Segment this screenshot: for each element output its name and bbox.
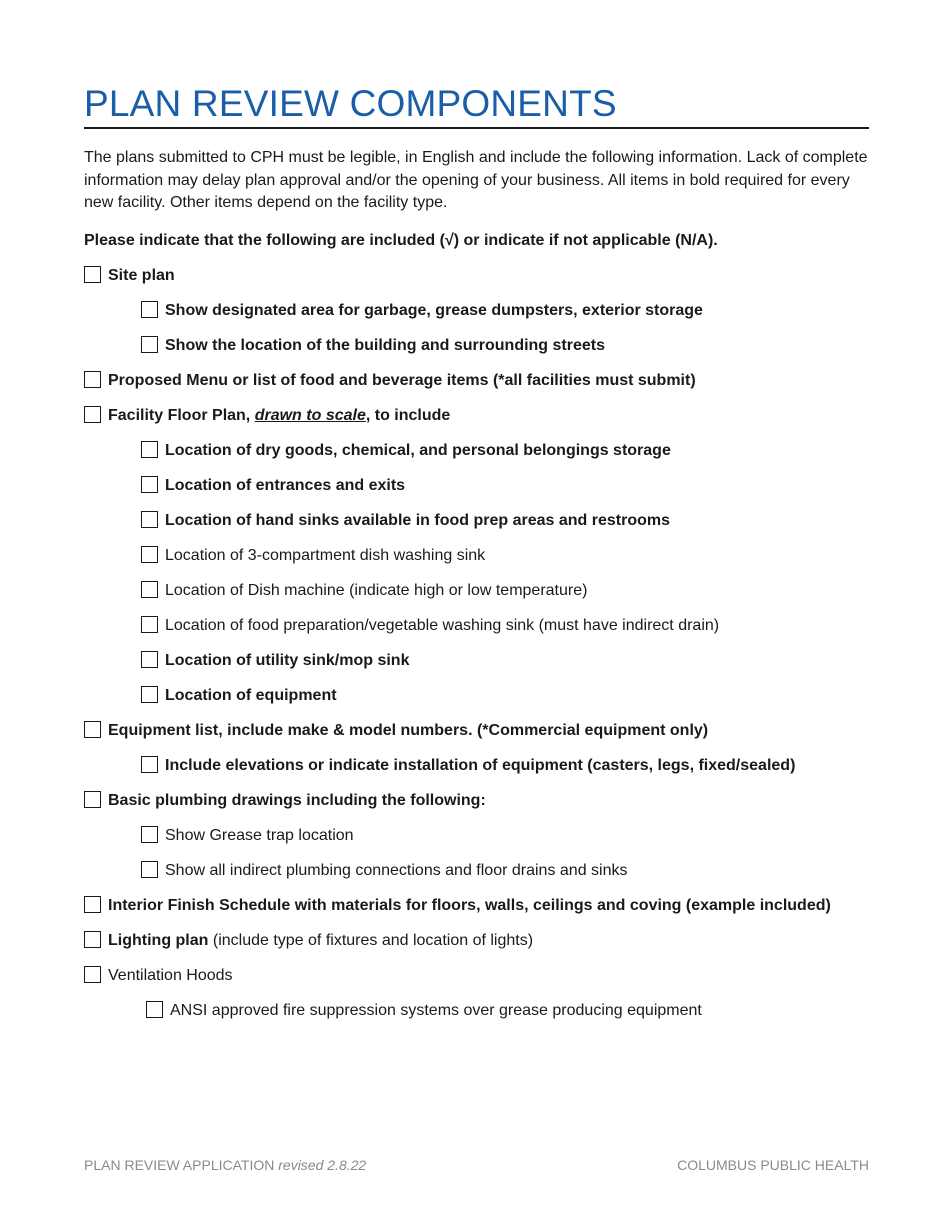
item-label: Include elevations or indicate installation of equipment (casters, legs, fixed/sealed): [165, 757, 796, 774]
item-label: Interior Finish Schedule with materials for floors, walls, ceilings and coving (example included): [108, 897, 831, 914]
checkbox-dish-machine[interactable]: [141, 581, 158, 598]
floor-plan-suffix: , to include: [365, 407, 451, 424]
item-label: Equipment list, include make & model numbers. (*Commercial equipment only): [108, 722, 709, 739]
footer-app-name: PLAN REVIEW APPLICATION: [84, 1157, 279, 1173]
checklist-item-food-prep-sink: [84, 615, 869, 637]
checklist-item-interior-finish: [84, 895, 869, 917]
checkbox-interior-finish[interactable]: [84, 896, 101, 913]
checklist-item-ansi: [84, 1000, 869, 1022]
checklist-item-lighting: [84, 930, 869, 952]
item-label: Location of food preparation/vegetable washing sink (must have indirect drain): [165, 617, 720, 634]
item-label: Basic plumbing drawings including the following:: [108, 792, 486, 809]
checkbox-utility-sink[interactable]: [141, 651, 158, 668]
checkbox-ventilation[interactable]: [84, 966, 101, 983]
checklist-item-dish-machine: [84, 580, 869, 602]
checklist-item-plumbing: [84, 790, 869, 812]
item-label: Location of equipment: [165, 687, 337, 704]
checklist-item-ventilation: [84, 965, 869, 987]
checklist-item-site-plan: [84, 265, 869, 287]
checklist-item-proposed-menu: [84, 370, 869, 392]
item-label: Show designated area for garbage, grease dumpsters, exterior storage: [165, 302, 703, 319]
checklist: [84, 265, 869, 1022]
document-page: [84, 0, 869, 1230]
checkbox-grease-trap[interactable]: [141, 826, 158, 843]
item-label-detail: (include type of fixtures and location of lights): [208, 932, 534, 949]
checklist-item-dry-goods: [84, 440, 869, 462]
checkbox-ansi[interactable]: [146, 1001, 163, 1018]
checklist-item-indirect-plumbing: [84, 860, 869, 882]
checklist-item-elevations: [84, 755, 869, 777]
item-label: Proposed Menu or list of food and beverage items (*all facilities must submit): [108, 372, 696, 389]
checklist-item-hand-sinks: [84, 510, 869, 532]
checkbox-elevations[interactable]: [141, 756, 158, 773]
checkbox-entrances[interactable]: [141, 476, 158, 493]
floor-plan-prefix: Facility Floor Plan,: [108, 407, 255, 424]
checkbox-floor-plan[interactable]: [84, 406, 101, 423]
item-label: ANSI approved fire suppression systems over grease producing equipment: [170, 1002, 702, 1019]
checkbox-equipment-list[interactable]: [84, 721, 101, 738]
checkbox-building-location[interactable]: [141, 336, 158, 353]
checkbox-dry-goods[interactable]: [141, 441, 158, 458]
checkbox-food-prep-sink[interactable]: [141, 616, 158, 633]
checkbox-hand-sinks[interactable]: [141, 511, 158, 528]
checkbox-equipment-location[interactable]: [141, 686, 158, 703]
checkbox-proposed-menu[interactable]: [84, 371, 101, 388]
checkbox-lighting[interactable]: [84, 931, 101, 948]
checklist-item-entrances: [84, 475, 869, 497]
item-label: Site plan: [108, 267, 175, 284]
item-label: Ventilation Hoods: [108, 967, 233, 984]
checklist-item-building-location: [84, 335, 869, 357]
drawn-to-scale-emphasis: drawn to scale: [254, 407, 366, 424]
item-label: Show the location of the building and surrounding streets: [165, 337, 605, 354]
checklist-item-three-comp-sink: [84, 545, 869, 567]
checklist-item-grease-trap: [84, 825, 869, 847]
item-label: Show all indirect plumbing connections and floor drains and sinks: [165, 862, 628, 879]
checklist-item-equipment-location: [84, 685, 869, 707]
title-divider: [84, 127, 869, 129]
checkbox-three-comp-sink[interactable]: [141, 546, 158, 563]
footer-application-label: [84, 1156, 366, 1174]
checklist-item-utility-sink: [84, 650, 869, 672]
item-label: Location of hand sinks available in food prep areas and restrooms: [165, 512, 671, 529]
item-label: Location of utility sink/mop sink: [165, 652, 410, 669]
checkbox-plumbing[interactable]: [84, 791, 101, 808]
page-title: PLAN REVIEW COMPONENTS: [84, 83, 617, 124]
checkbox-site-plan[interactable]: [84, 266, 101, 283]
checklist-item-floor-plan: [84, 405, 869, 427]
intro-paragraph: The plans submitted to CPH must be legible, in English and include the following information. Lack of complete information may delay plan approval and/or the opening of your business. All items in bold required for every new facility. Other items depend on the facility type.: [84, 149, 868, 211]
instruction-text: Please indicate that the following are included (√) or indicate if not applicable (N/A).: [84, 232, 718, 249]
item-label: Show Grease trap location: [165, 827, 354, 844]
item-label: Location of 3-compartment dish washing sink: [165, 547, 486, 564]
item-label: [108, 407, 450, 424]
checklist-item-equipment-list: [84, 720, 869, 742]
item-label: Location of dry goods, chemical, and personal belongings storage: [165, 442, 671, 459]
item-label: Location of entrances and exits: [165, 477, 406, 494]
checkbox-garbage-area[interactable]: [141, 301, 158, 318]
item-label-bold: Lighting plan: [108, 932, 209, 949]
footer-revision: revised 2.8.22: [278, 1157, 367, 1173]
checkbox-indirect-plumbing[interactable]: [141, 861, 158, 878]
checklist-item-garbage-area: [84, 300, 869, 322]
item-label: Location of Dish machine (indicate high or low temperature): [165, 582, 588, 599]
footer-organization: COLUMBUS PUBLIC HEALTH: [677, 1157, 869, 1173]
